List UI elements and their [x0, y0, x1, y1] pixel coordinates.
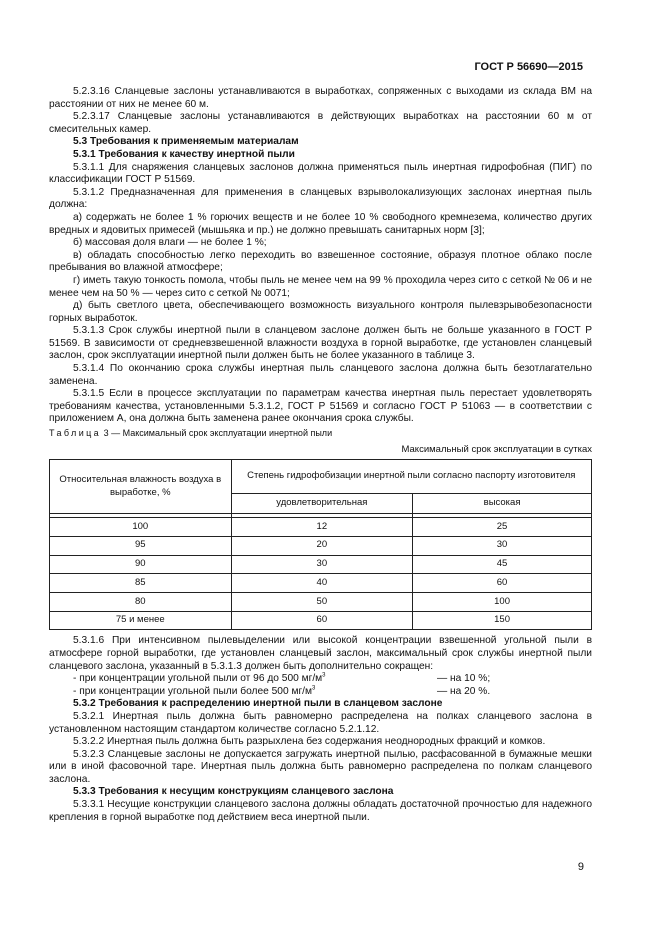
concentration-text: - при концентрации угольной пыли от 96 до 500 мг/м: [73, 673, 323, 685]
paragraph-5-3-1-4: 5.3.1.4 По окончанию срока службы инертная пыль сланцевого заслона должна быть безотлагательно заменена.: [49, 363, 592, 387]
list-item: в) обладать способностью легко переходить во взвешенное состояние, образуя плотное облако после пребывания во влажной атмосфере;: [49, 249, 592, 274]
unit-superscript: 3: [322, 672, 326, 679]
section-heading-5-3-2: 5.3.2 Требования к распределению инертной пыли в сланцевом заслоне: [73, 698, 443, 710]
table-cell: 100: [50, 518, 232, 537]
table-cell: 20: [231, 536, 413, 555]
paragraph-5-2-3-17: 5.2.3.17 Сланцевые заслоны устанавливаются в действующих выработках на расстоянии 60 м от смесительных камер.: [49, 111, 592, 135]
concentration-text: - при концентрации угольной пыли более 500 мг/м: [73, 685, 313, 697]
table-cell: 25: [413, 518, 592, 537]
table-cell: 80: [50, 592, 232, 611]
page-number: 9: [577, 861, 584, 873]
table-cell: 150: [413, 611, 592, 630]
paragraph-5-3-3-1: 5.3.3.1 Несущие конструкции сланцевого заслона должны обладать достаточной прочностью для надежного крепления в горной выработке под действием веса инертной пыли.: [49, 799, 592, 823]
table-cell: 85: [50, 574, 232, 593]
concentration-reduction: — на 10 %;: [437, 673, 491, 685]
table-cell: 60: [413, 574, 592, 593]
concentration-line: [49, 673, 592, 686]
paragraph-5-3-1-2: 5.3.1.2 Предназначенная для применения в сланцевых взрыволокализующих заслонах инертная пыль должна:: [49, 186, 592, 211]
section-heading-5-3-3: 5.3.3 Требования к несущим конструкциям сланцевого заслона: [73, 786, 394, 798]
table-cell: 75 и менее: [50, 611, 232, 630]
table-subheader-high: высокая: [413, 494, 592, 514]
concentration-condition: [73, 673, 437, 686]
table-cell: 90: [50, 555, 232, 574]
unit-superscript: 3: [312, 685, 316, 692]
paragraph-5-3-1-1: 5.3.1.1 Для снаряжения сланцевых заслонов должна применяться пыль инертная гидрофобная (ПИГ) по классификации ГОСТ Р 51569.: [49, 161, 592, 186]
table-row: [50, 592, 592, 611]
concentration-reduction: — на 20 %.: [437, 685, 491, 697]
paragraph-5-2-3-16: 5.2.3.16 Сланцевые заслоны устанавливаются в выработках, сопряженных с выходами из склада ВМ на расстоянии от них не менее 60 м.: [49, 86, 592, 110]
table-row: [50, 536, 592, 555]
concentration-line: [49, 686, 592, 699]
list-item: г) иметь такую тонкость помола, чтобы пыль не менее чем на 99 % проходила через сито с сеткой № 06 и не менее чем на 50 % — через сито с сеткой № 0071;: [49, 274, 592, 299]
table-cell: 40: [231, 574, 413, 593]
table-header-hydrophobization: Степень гидрофобизации инертной пыли согласно паспорту изготовителя: [231, 460, 591, 494]
table-cell: 30: [231, 555, 413, 574]
table-cell: 45: [413, 555, 592, 574]
table-row: [50, 574, 592, 593]
table-caption: [49, 427, 592, 440]
table-caption-word: Таблица: [49, 428, 102, 439]
paragraph-5-3-1-5: 5.3.1.5 Если в процессе эксплуатации по параметрам качества инертная пыль перестает удовлетворять требованиям качества, установленными 5.3.1.2, ГОСТ Р 51569 и согласно ГОСТ Р 51063 — в соответствии с приложением А, она должна быть заменена ранее окончания срока службы.: [49, 388, 592, 425]
table-cell: 50: [231, 592, 413, 611]
table-cell: 60: [231, 611, 413, 630]
table-subheader-satisfactory: удовлетворительная: [231, 494, 413, 514]
table-cell: 95: [50, 536, 232, 555]
section-heading-5-3-1: 5.3.1 Требования к качеству инертной пыли: [73, 148, 295, 160]
table-header-humidity: Относительная влажность воздуха в выработке, %: [50, 460, 232, 514]
list-item: а) содержать не более 1 % горючих веществ и не более 10 % свободного кремнезема, количество других вредных и ядовитых примесей (мышьяка и пр.) не должно превышать санитарных норм [3];: [49, 211, 592, 236]
table-unit-note: Максимальный срок эксплуатации в сутках: [401, 443, 592, 455]
service-life-table: [49, 459, 592, 630]
table-row: [50, 518, 592, 537]
page-content: [49, 86, 592, 824]
table-cell: 30: [413, 536, 592, 555]
table-row: [50, 611, 592, 630]
table-cell: 100: [413, 592, 592, 611]
paragraph-5-3-2-3: 5.3.2.3 Сланцевые заслоны не допускается загружать инертной пылью, расфасованной в бумажные мешки или в иной фасовочной таре. Инертная пыль должна быть равномерно распределена по полкам сланцевого заслона.: [49, 748, 592, 785]
paragraph-5-3-2-1: 5.3.2.1 Инертная пыль должна быть равномерно распределена на полках сланцевого заслона в установленном настоящим стандартом количестве согласно 5.2.1.12.: [49, 710, 592, 735]
table-cell: 12: [231, 518, 413, 537]
list-item: д) быть светлого цвета, обеспечивающего возможность визуального контроля пылевзрывобезопасности горных выработок.: [49, 300, 592, 324]
concentration-condition: [73, 686, 437, 699]
list-item: б) массовая доля влаги — не более 1 %;: [73, 237, 267, 249]
standard-header: ГОСТ Р 56690—2015: [474, 61, 583, 73]
paragraph-5-3-2-2: 5.3.2.2 Инертная пыль должна быть разрыхлена без содержания неоднородных фракций и комков.: [73, 736, 546, 748]
section-heading-5-3: 5.3 Требования к применяемым материалам: [73, 136, 299, 148]
table-caption-text: 3 — Максимальный срок эксплуатации инертной пыли: [103, 428, 333, 439]
paragraph-5-3-1-6: 5.3.1.6 При интенсивном пылевыделении или высокой концентрации взвешенной угольной пыли в атмосфере горной выработки, где установлен сланцевый заслон, максимальный срок службы инертной пыли сланцевого заслона, указанный в 5.3.1.3 должен быть дополнительно сокращен:: [49, 635, 592, 672]
table-row: [50, 555, 592, 574]
paragraph-5-3-1-3: 5.3.1.3 Срок службы инертной пыли в сланцевом заслоне должен быть не больше указанного в ГОСТ Р 51569. В зависимости от средневзвешенной влажности воздуха в горной выработке, где установлен сланцевый заслон, срок эксплуатации инертной пыли должен быть не более указанного в таблице 3.: [49, 325, 592, 362]
